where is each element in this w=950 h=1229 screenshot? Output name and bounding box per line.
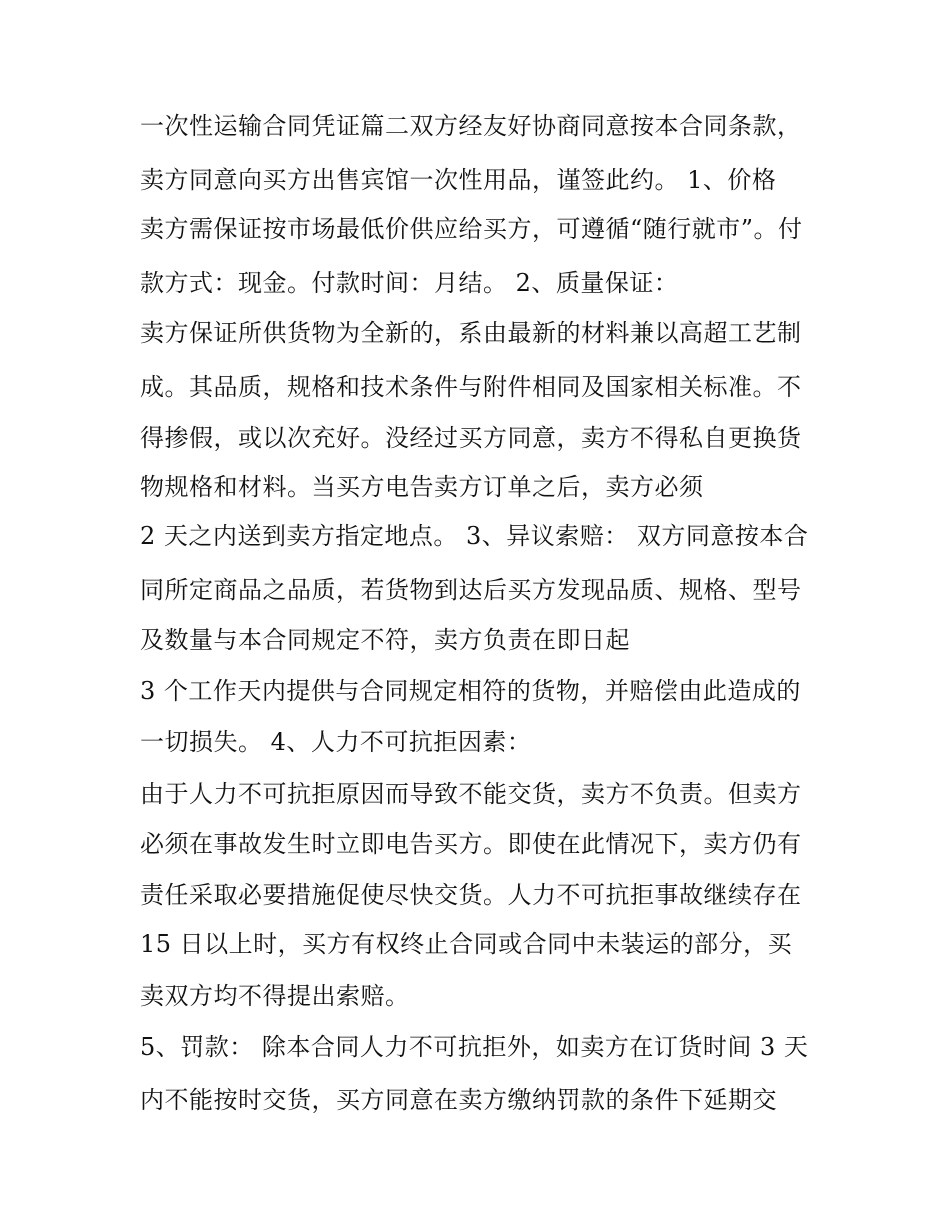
text-line: 由于人力不可抗拒原因而导致不能交货，卖方不负责。但卖方 xyxy=(140,780,802,808)
text-line: 卖方需保证按市场最低价供应给买方，可遵循“随行就市”。付 xyxy=(140,215,803,243)
text-line: 内不能按时交货，买方同意在卖方缴纳罚款的条件下延期交 xyxy=(140,1086,777,1114)
text-line: 3 个工作天内提供与合同规定相符的货物，并赔偿由此造成的 xyxy=(140,677,801,705)
text-line: 一切损失。 4、人力不可抗拒因素： xyxy=(140,728,532,756)
text-line: 责任采取必要措施促使尽快交货。人力不可抗拒事故继续存在 xyxy=(140,881,802,909)
text-line: 款方式：现金。付款时间：月结。 2、质量保证： xyxy=(140,269,679,297)
text-line: 得掺假，或以次充好。没经过买方同意，卖方不得私自更换货 xyxy=(140,424,802,452)
text-line: 及数量与本合同规定不符，卖方负责在即日起 xyxy=(140,626,630,654)
text-line: 物规格和材料。当买方电告卖方订单之后，卖方必须 xyxy=(140,473,704,501)
text-line: 同所定商品之品质，若货物到达后买方发现品质、规格、型号 xyxy=(140,576,802,604)
text-line: 一次性运输合同凭证篇二双方经友好协商同意按本合同条款， xyxy=(140,112,802,140)
text-line: 卖方保证所供货物为全新的，系由最新的材料兼以高超工艺制 xyxy=(140,319,802,347)
text-line: 2 天之内送到卖方指定地点。 3、异议索赔： 双方同意按本合 xyxy=(140,522,809,550)
text-line: 成。其品质，规格和技术条件与附件相同及国家相关标准。不 xyxy=(140,373,802,401)
text-line: 卖双方均不得提出索赔。 xyxy=(140,982,410,1010)
text-line: 卖方同意向买方出售宾馆一次性用品，谨签此约。 1、价格 xyxy=(140,166,777,194)
text-line: 必须在事故发生时立即电告买方。即使在此情况下，卖方仍有 xyxy=(140,830,802,858)
text-line: 5、罚款： 除本合同人力不可抗拒外，如卖方在订货时间 3 天 xyxy=(140,1033,809,1061)
text-line: 15 日以上时，买方有权终止合同或合同中未装运的部分，买 xyxy=(140,930,793,958)
